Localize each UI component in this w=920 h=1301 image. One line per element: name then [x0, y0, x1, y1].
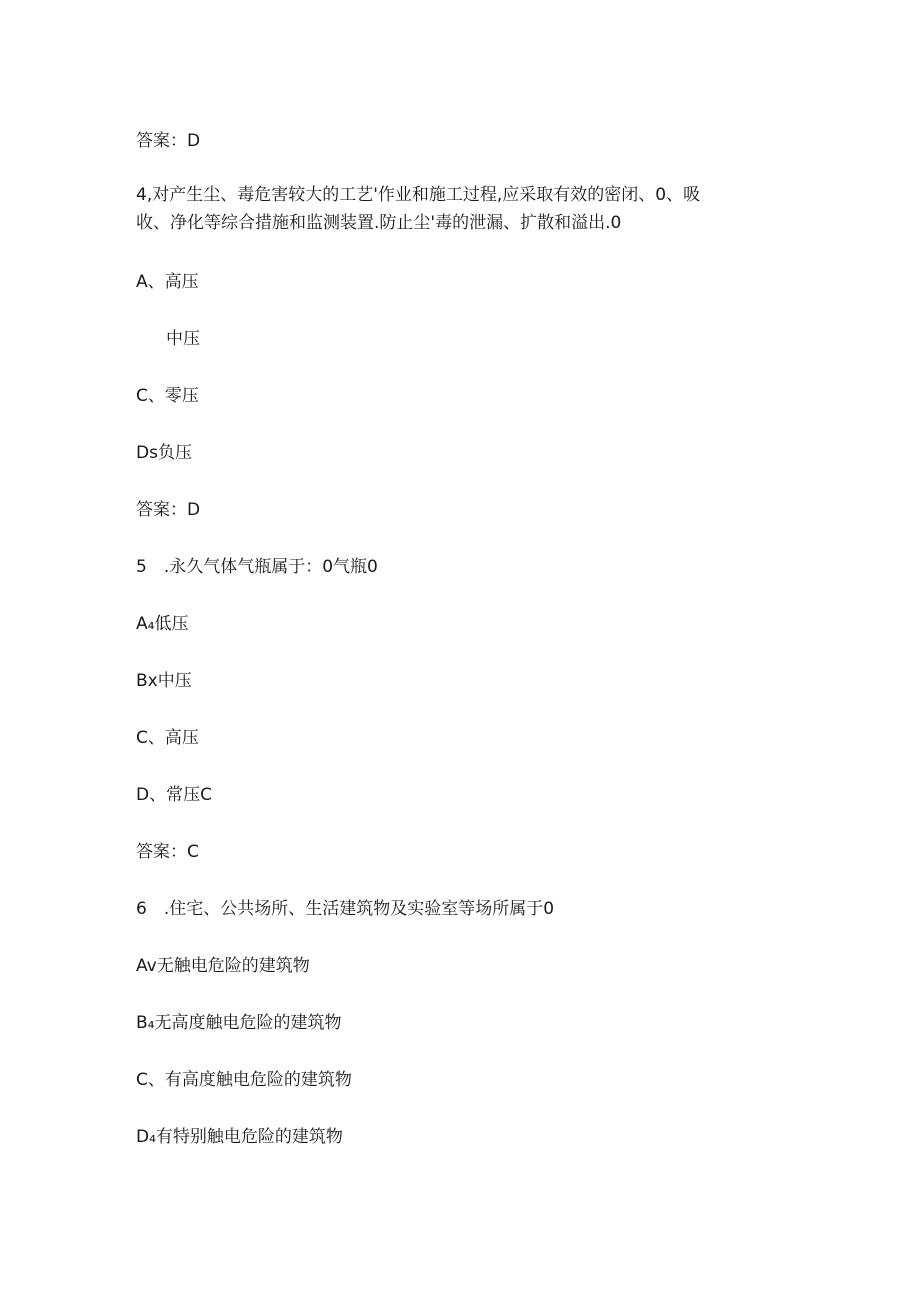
- option-b: 中压: [166, 329, 200, 349]
- question-5: 5 .永久气体气瓶属于：0气瓶0: [136, 557, 378, 577]
- option-b: Bx中压: [136, 671, 192, 691]
- question-4: 4,对产生尘、毒危害较大的工艺'作业和施工过程,应采取有效的密闭、0、吸收、净化等综合措施和监测装置.防止尘'毒的泄漏、扩散和溢出.0: [136, 185, 701, 233]
- option-a: A、高压: [136, 272, 199, 292]
- answer-line: 答案：C: [136, 842, 199, 862]
- option-c: C、有高度触电危险的建筑物: [136, 1070, 352, 1090]
- option-d: D、常压C: [136, 785, 212, 805]
- option-d: D₄有特别触电危险的建筑物: [136, 1127, 343, 1147]
- option-b: B₄无高度触电危险的建筑物: [136, 1013, 342, 1033]
- option-a: Av无触电危险的建筑物: [136, 956, 310, 976]
- option-d: Ds负压: [136, 443, 192, 463]
- answer-line: 答案：D: [136, 131, 201, 151]
- option-c: C、高压: [136, 728, 199, 748]
- option-a: A₄低压: [136, 614, 189, 634]
- option-c: C、零压: [136, 386, 199, 406]
- question-6: 6 .住宅、公共场所、生活建筑物及实验室等场所属于0: [136, 899, 555, 919]
- answer-line: 答案：D: [136, 500, 201, 520]
